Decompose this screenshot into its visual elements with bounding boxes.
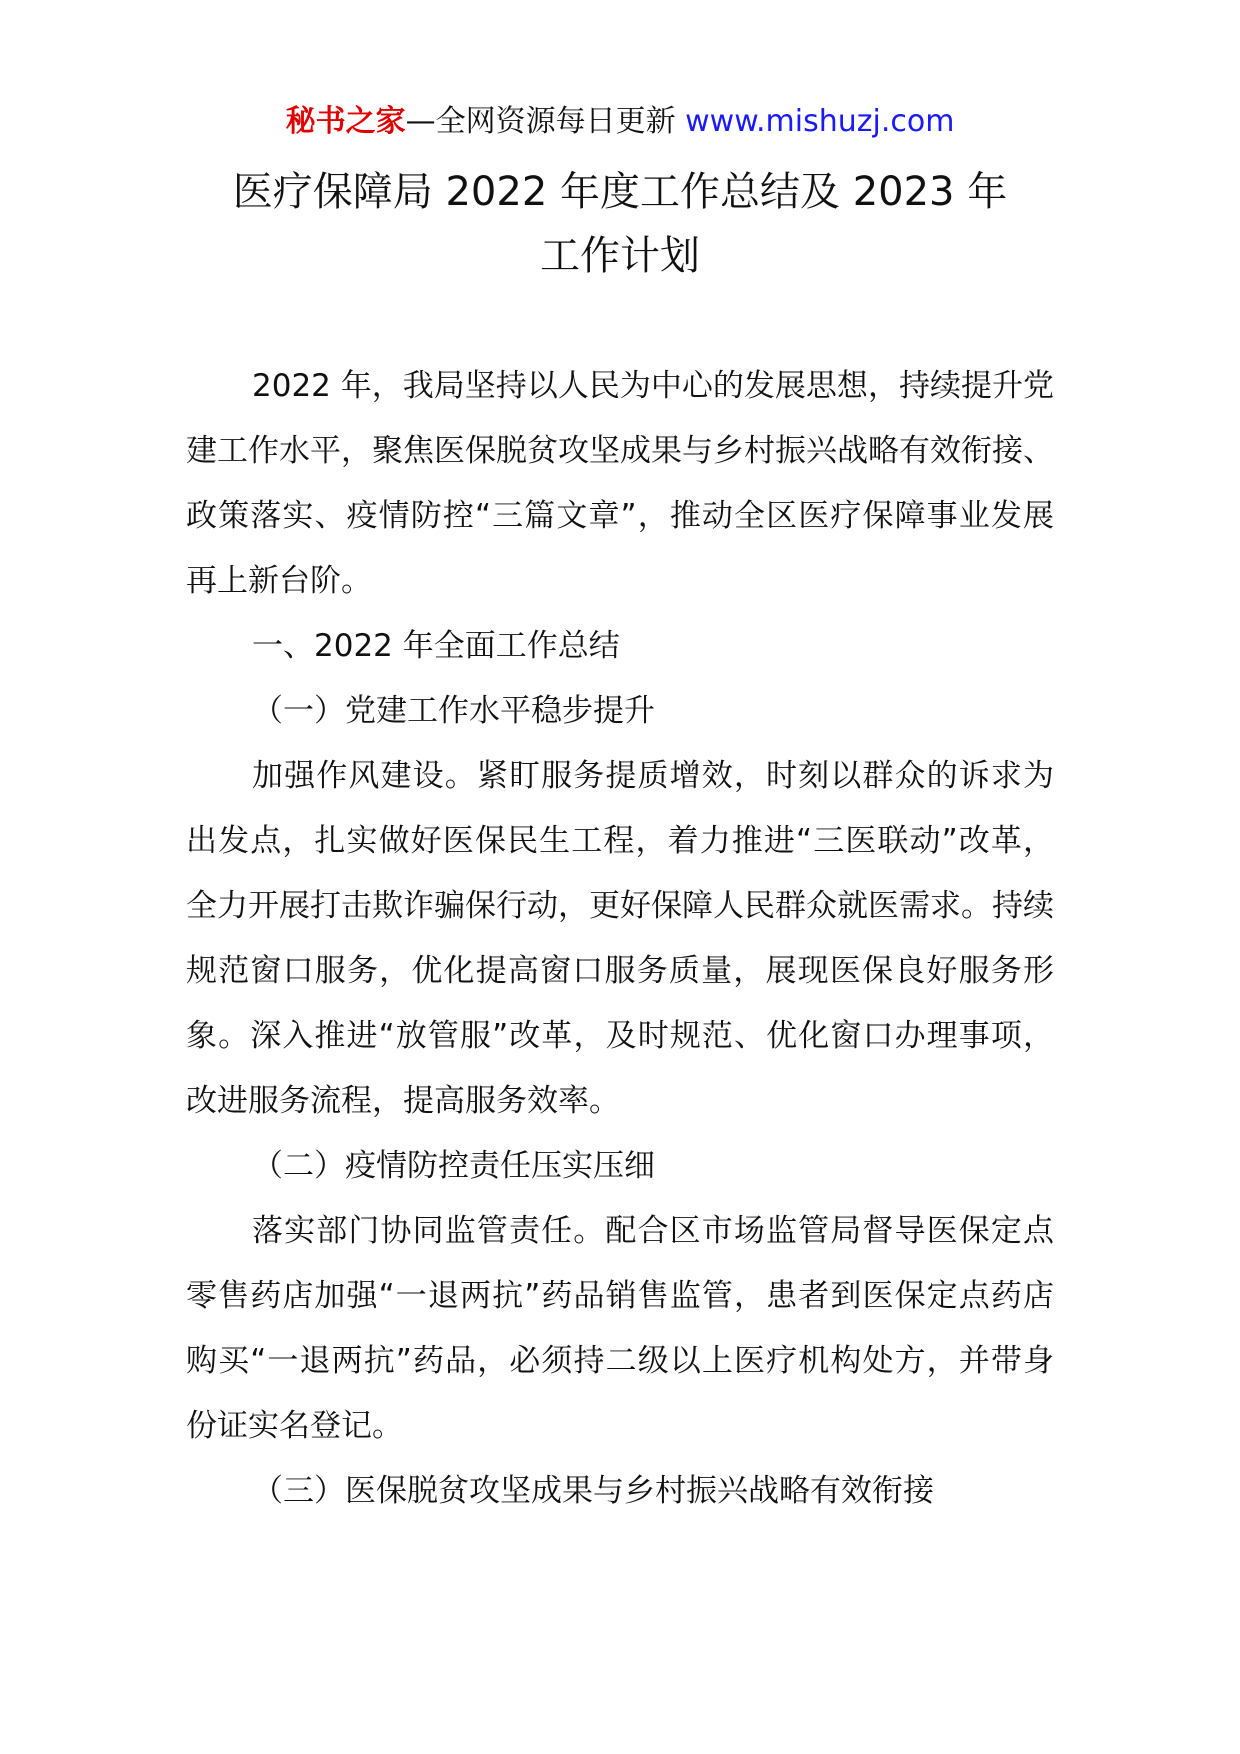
subsection-body-1: 加强作风建设。紧盯服务提质增效，时刻以群众的诉求为出发点，扎实做好医保民生工程，着力推进“三医联动”改革，全力开展打击欺诈骗保行动，更好保障人民群众就医需求。持续规范窗口服务，优化提高窗口服务质量，展现医保良好服务形象。深入推进“放管服”改革，及时规范、优化窗口办理事项，改进服务流程，提高服务效率。 xyxy=(186,758,1054,1119)
document-title xyxy=(0,160,1240,288)
document-body xyxy=(186,354,1054,1524)
subsection-heading-3: （三）医保脱贫攻坚成果与乡村振兴战略有效衔接 xyxy=(252,1473,934,1509)
site-header xyxy=(0,100,1240,144)
website-link[interactable]: www.mishuzj.com xyxy=(685,104,955,139)
brand-name: 秘书之家 xyxy=(285,104,406,139)
title-line-2: 工作计划 xyxy=(540,233,700,279)
subsection-heading-1: （一）党建工作水平稳步提升 xyxy=(252,693,655,729)
section-heading-1: 一、2022 年全面工作总结 xyxy=(252,628,620,664)
subsection-body-2: 落实部门协同监管责任。配合区市场监管局督导医保定点零售药店加强“一退两抗”药品销售监管，患者到医保定点药店购买“一退两抗”药品，必须持二级以上医疗机构处方，并带身份证实名登记。 xyxy=(186,1213,1054,1444)
title-line-1: 医疗保障局 2022 年度工作总结及 2023 年 xyxy=(232,169,1008,215)
subsection-heading-2: （二）疫情防控责任压实压细 xyxy=(252,1148,655,1184)
header-tagline: —全网资源每日更新 xyxy=(405,104,686,139)
intro-paragraph: 2022 年，我局坚持以人民为中心的发展思想，持续提升党建工作水平，聚焦医保脱贫攻坚成果与乡村振兴战略有效衔接、政策落实、疫情防控“三篇文章”，推动全区医疗保障事业发展再上新台阶。 xyxy=(186,368,1054,599)
